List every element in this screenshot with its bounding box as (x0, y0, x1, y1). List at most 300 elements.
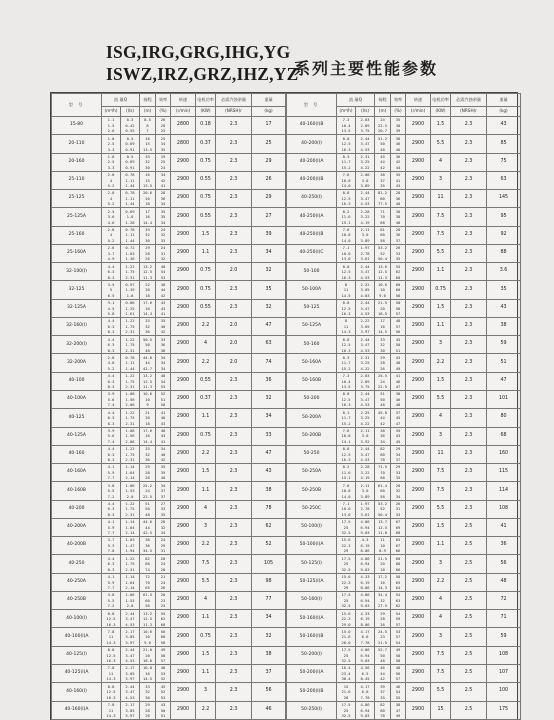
flow-m3h-cell-value: 15.6 (341, 574, 351, 580)
head-cell (375, 573, 391, 591)
spec-rows-left (52, 117, 286, 720)
flow-ls-cell-value: 2.17 (125, 702, 135, 707)
flow-m3h-cell (337, 372, 356, 390)
weight-cell: 32 (252, 628, 286, 646)
model-cell: 40-200B (52, 537, 102, 555)
spec-rows-right (287, 117, 521, 720)
head-cell-value: 70 (145, 579, 150, 585)
col-weight: 重量 (252, 94, 286, 107)
weight-cell: 36 (487, 537, 521, 555)
flow-ls-cell (356, 537, 375, 555)
flow-ls-cell-value: 2.44 (125, 610, 135, 616)
flow-m3h-cell-value: 22.3 (341, 542, 351, 548)
flow-ls-cell (356, 555, 375, 573)
flow-ls-cell-value: 6.94 (360, 524, 370, 530)
eff-cell (391, 610, 406, 628)
model-cell: 40-250A (52, 573, 102, 591)
flow-m3h-cell-value: 16.3 (341, 311, 351, 317)
table-row (52, 263, 286, 281)
flow-m3h-cell-value: 4 (109, 232, 113, 238)
eff-cell (156, 372, 171, 390)
flow-m3h-cell-value: 16.3 (341, 402, 351, 408)
table-row (287, 518, 521, 536)
power-cell: 3 (196, 518, 216, 536)
flow-ls-cell-value: 6.94 (360, 652, 370, 658)
weight-cell: 88 (487, 244, 521, 262)
flow-ls-cell-value: 0.78 (125, 190, 135, 196)
flow-m3h-cell (102, 226, 121, 244)
eff-cell-value: 60 (395, 555, 401, 561)
eff-cell-value: 53 (395, 628, 401, 634)
head-cell (140, 299, 156, 317)
flow-m3h-cell-value: 8.3 (107, 329, 115, 335)
power-cell: 1.5 (431, 518, 451, 536)
head-cell-value: 30 (145, 164, 150, 170)
head-cell-value: 60 (145, 597, 150, 603)
flow-ls-cell-value: 4.86 (360, 647, 370, 653)
flow-ls-cell-value: 2.31 (125, 566, 135, 572)
eff-cell-value: 35 (395, 117, 401, 123)
head-cell-value: 32 (380, 342, 385, 348)
speed-cell: 2900 (171, 555, 196, 573)
power-cell: 7.5 (431, 482, 451, 500)
npsh-cell: 2.0 (216, 336, 252, 354)
head-cell-value: 32 (145, 159, 150, 165)
flow-m3h-cell-value: 12.5 (341, 141, 351, 147)
weight-cell: 92 (487, 226, 521, 244)
speed-cell: 2900 (406, 683, 431, 701)
eff-cell (156, 208, 171, 226)
weight-cell: 108 (487, 646, 521, 664)
head-cell-value: 50.5 (142, 336, 153, 342)
speed-cell: 2900 (171, 244, 196, 262)
eff-cell-value: 35 (160, 208, 166, 214)
speed-cell: 2900 (171, 153, 196, 171)
weight-cell: 108 (487, 500, 521, 518)
flow-ls-cell-value: 2.89 (360, 122, 370, 128)
eff-cell-value: 47 (395, 707, 401, 713)
flow-m3h-cell (102, 208, 121, 226)
flow-ls-cell (356, 628, 375, 646)
eff-cell-value: 58 (160, 639, 166, 645)
head-cell-value: 22.5 (377, 122, 388, 128)
table-row (287, 555, 521, 573)
col-power-unit: (KW) (431, 107, 451, 117)
head-cell (140, 518, 156, 536)
flow-m3h-cell-value: 2.5 (107, 159, 115, 165)
flow-ls-cell-value: 6.19 (360, 616, 370, 622)
speed-cell: 2900 (171, 299, 196, 317)
flow-m3h-cell-value: 8.8 (107, 647, 115, 653)
flow-ls-cell-value: 1.11 (125, 177, 135, 183)
flow-ls-cell-value: 4.53 (360, 201, 370, 207)
flow-ls-cell (356, 244, 375, 262)
flow-m3h-cell (337, 591, 356, 609)
speed-cell: 2900 (406, 464, 431, 482)
head-cell-value: 8.9 (379, 548, 386, 554)
head-cell-value: 48 (380, 402, 385, 408)
weight-cell: 75 (487, 153, 521, 171)
power-cell: 2.2 (196, 354, 216, 372)
head-cell-value: 24 (145, 488, 150, 494)
eff-cell-value: 46 (395, 683, 401, 689)
flow-m3h-cell-value: 4.1 (107, 574, 115, 580)
eff-cell-value: 36 (160, 195, 166, 201)
npsh-cell: 2.3 (451, 226, 487, 244)
npsh-cell: 2.5 (451, 610, 487, 628)
flow-ls-cell-value: 3.47 (360, 195, 370, 201)
flow-m3h-cell-value: 23.4 (341, 670, 351, 676)
speed-cell: 2900 (171, 171, 196, 189)
head-cell-value: 14.5 (377, 329, 388, 335)
flow-m3h-cell-value: 5.2 (107, 237, 115, 243)
model-cell: 25-125A (52, 208, 102, 226)
power-cell: 3 (431, 628, 451, 646)
flow-ls-cell-value: 1.44 (125, 183, 135, 189)
table-row (52, 117, 286, 135)
eff-cell (391, 281, 406, 299)
col-npsh-unit: (NRSH)r (216, 107, 252, 117)
eff-cell-value: 19 (160, 153, 166, 159)
model-cell: 40-200 (52, 500, 102, 518)
flow-ls-cell-value: 7.78 (360, 694, 370, 700)
eff-cell (391, 664, 406, 682)
flow-m3h-cell-value: 14.5 (341, 292, 351, 298)
speed-cell: 2900 (406, 390, 431, 408)
speed-cell: 2900 (406, 354, 431, 372)
power-cell: 2.2 (196, 317, 216, 335)
table-row (52, 537, 286, 555)
head-cell-value: 10 (380, 287, 385, 293)
weight-cell: 32 (252, 263, 286, 281)
model-cell: 50-125(I)A (287, 573, 337, 591)
head-cell (140, 354, 156, 372)
flow-ls-cell (121, 445, 140, 463)
power-cell: 0.75 (196, 263, 216, 281)
flow-m3h-cell (102, 135, 121, 153)
flow-ls-cell-value: 4.53 (360, 146, 370, 152)
flow-m3h-cell-value: 13.0 (341, 511, 351, 517)
weight-cell: 77 (252, 591, 286, 609)
table-row (287, 390, 521, 408)
model-cell: 15-80 (52, 117, 102, 135)
flow-m3h-cell-value: 5.2 (107, 365, 115, 371)
eff-cell-value: 46 (395, 146, 401, 152)
flow-ls-cell-value: 1.03 (125, 537, 135, 543)
power-cell: 1.1 (431, 317, 451, 335)
eff-cell-value: 47 (395, 384, 401, 390)
flow-m3h-cell (102, 628, 121, 646)
npsh-cell: 2.3 (216, 372, 252, 390)
head-cell-value: 20 (145, 195, 150, 201)
eff-cell (156, 482, 171, 500)
head-cell-value: 15 (145, 177, 150, 183)
eff-cell-value: 48 (160, 263, 166, 269)
flow-m3h-cell (102, 664, 121, 682)
flow-ls-cell (356, 482, 375, 500)
flow-ls-cell-value: 3.47 (125, 616, 135, 622)
model-cell: 32-200(I) (52, 336, 102, 354)
flow-m3h-cell-value: 7.7 (107, 530, 115, 536)
eff-cell (391, 263, 406, 281)
model-cell: 50-250A (287, 464, 337, 482)
flow-ls-cell-value: 0.78 (125, 354, 135, 360)
power-cell: 0.37 (196, 390, 216, 408)
eff-cell-value: 34 (160, 530, 166, 536)
eff-cell (391, 354, 406, 372)
model-cell: 50-125 (287, 299, 337, 317)
weight-cell: 160 (487, 445, 521, 463)
eff-cell-value: 24 (160, 561, 166, 567)
power-cell: 4 (431, 153, 451, 171)
eff-cell-value: 62 (395, 603, 401, 609)
head-cell-value: 20 (145, 652, 150, 658)
flow-ls-cell (121, 372, 140, 390)
head-cell-value: 52.7 (377, 647, 388, 653)
table-row (287, 354, 521, 372)
flow-m3h-cell-value: 10.8 (341, 488, 351, 494)
eff-cell (391, 372, 406, 390)
table-row (287, 317, 521, 335)
head-cell-value: 77.5 (377, 201, 388, 207)
head-cell-value: 20.6 (142, 190, 153, 196)
model-cell: 50-160A (287, 354, 337, 372)
eff-cell (156, 683, 171, 701)
head-cell (140, 646, 156, 664)
flow-ls-cell-value: 9.03 (360, 713, 370, 718)
eff-cell-value: 42 (395, 159, 401, 165)
flow-m3h-cell-value: 32.5 (341, 530, 351, 536)
eff-cell-value: 35 (160, 511, 166, 517)
eff-cell-value: 32 (160, 524, 166, 530)
flow-ls-cell-value: 6.94 (360, 561, 370, 567)
flow-ls-cell-value: 2.03 (360, 117, 370, 123)
model-cell: 40-250(I)B (287, 226, 337, 244)
flow-ls-cell-value: 1.44 (125, 365, 135, 371)
flow-m3h-cell-value: 8.3 (107, 511, 115, 517)
flow-ls-cell-value: 2.78 (360, 250, 370, 256)
head-cell-value: 17.6 (142, 300, 153, 306)
eff-cell-value: 57 (395, 634, 401, 640)
flow-m3h-cell-value: 7.7 (107, 585, 115, 591)
eff-cell-value: 31 (160, 548, 166, 554)
flow-ls-cell-value: 6.0 (361, 689, 369, 695)
flow-m3h-cell-value: 7.6 (342, 226, 350, 232)
flow-m3h-cell-value: 8.8 (342, 135, 350, 141)
flow-m3h-cell-value: 5.9 (107, 469, 115, 475)
flow-m3h-cell-value: 8.3 (107, 566, 115, 572)
eff-cell (156, 646, 171, 664)
eff-cell-value: 62 (395, 269, 401, 274)
flow-ls-cell-value: 0.97 (125, 281, 135, 287)
table-row (287, 135, 521, 153)
eff-cell-value: 52 (160, 391, 166, 397)
flow-ls-cell-value: 3.75 (360, 128, 370, 134)
npsh-cell: 2.3 (216, 664, 252, 682)
eff-cell (391, 317, 406, 335)
eff-cell-value: 62 (160, 616, 166, 622)
eff-cell-value: 66 (395, 566, 401, 572)
flow-m3h-cell (337, 117, 356, 135)
eff-cell-value: 43 (160, 300, 166, 306)
flow-ls-cell (356, 190, 375, 208)
eff-cell-value: 60 (395, 281, 401, 287)
flow-ls-cell-value: 0.5 (126, 153, 134, 159)
flow-ls-cell-value: 1.75 (125, 323, 135, 329)
head-cell-value: 16 (380, 579, 385, 585)
flow-m3h-cell (337, 500, 356, 518)
flow-m3h-cell-value: 2.8 (107, 354, 115, 360)
flow-m3h-cell-value: 1.1 (107, 117, 115, 123)
power-cell: 2.2 (431, 354, 451, 372)
head-cell (375, 336, 391, 354)
spec-table-right (286, 93, 521, 720)
flow-ls-cell-value: 1.22 (125, 263, 135, 269)
table-row (52, 281, 286, 299)
table-row (287, 591, 521, 609)
table-row (287, 573, 521, 591)
eff-cell-value: 57 (160, 658, 166, 664)
series-line-2: ISWZ,IRZ,GRZ,IHZ,YZ (106, 64, 299, 84)
flow-ls-cell (121, 646, 140, 664)
eff-cell-value: 42 (160, 457, 166, 463)
flow-ls-cell-value: 4.22 (360, 365, 370, 371)
eff-cell (391, 208, 406, 226)
eff-cell-value: 26 (395, 245, 401, 251)
head-cell-value: 20.7 (377, 128, 388, 134)
flow-m3h-cell-value: 4 (109, 177, 113, 183)
flow-m3h-cell-value: 7.6 (342, 172, 350, 178)
flow-ls-cell (356, 117, 375, 135)
eff-cell-value: 38 (395, 391, 401, 397)
flow-m3h-cell-value: 6.5 (107, 292, 115, 298)
col-flow-ls-unit: (l/s) (356, 107, 375, 117)
flow-ls-cell (356, 518, 375, 536)
power-cell: 4 (431, 591, 451, 609)
table-row (287, 372, 521, 390)
flow-ls-cell-value: 4.53 (360, 457, 370, 463)
head-cell-value: 21 (145, 409, 150, 415)
flow-ls-cell-value: 0.91 (125, 164, 135, 170)
head-cell-value: 44 (380, 415, 385, 421)
eff-cell-value: 65 (395, 537, 401, 543)
flow-m3h-cell (337, 153, 356, 171)
flow-m3h-cell (102, 281, 121, 299)
head-cell-value: 61.5 (142, 592, 153, 598)
power-cell: 0.55 (196, 171, 216, 189)
flow-ls-cell-value: 2.14 (125, 475, 135, 481)
flow-m3h-cell-value: 28.0 (341, 639, 351, 645)
speed-cell: 2900 (406, 208, 431, 226)
eff-cell (156, 354, 171, 372)
flow-ls-cell (356, 354, 375, 372)
weight-cell: 35 (252, 281, 286, 299)
npsh-cell: 2.3 (216, 190, 252, 208)
flow-m3h-cell (337, 244, 356, 262)
model-cell: 50-200(I)A (287, 664, 337, 682)
flow-m3h-cell-value: 10.8 (341, 232, 351, 238)
model-cell: 20-160 (52, 153, 102, 171)
flow-m3h-cell-value: 16.3 (106, 621, 116, 627)
eff-cell-value: 48 (395, 360, 401, 366)
speed-cell: 2900 (406, 646, 431, 664)
npsh-cell: 2.3 (216, 591, 252, 609)
eff-cell (391, 135, 406, 153)
eff-cell (391, 244, 406, 262)
flow-m3h-cell-value: 32.5 (341, 566, 351, 572)
weight-cell: 3.6 (487, 263, 521, 281)
head-cell-value: 24.5 (377, 628, 388, 634)
flow-ls-cell-value: 1.22 (125, 500, 135, 506)
flow-m3h-cell-value: 4 (109, 195, 113, 201)
weight-cell: 78 (252, 500, 286, 518)
model-cell: 40-125(I) (52, 646, 102, 664)
flow-m3h-cell-value: 14.3 (106, 639, 116, 645)
table-row (287, 409, 521, 427)
flow-ls-cell-value: 2.0 (126, 603, 134, 609)
eff-cell (156, 226, 171, 244)
model-cell: 32-160(I) (52, 317, 102, 335)
flow-m3h-cell-value: 7.8 (107, 628, 115, 634)
col-weight-unit: (kg) (252, 107, 286, 117)
flow-m3h-cell-value: 2.8 (107, 190, 115, 196)
col-head-unit: (m) (140, 107, 156, 117)
flow-m3h-cell-value: 7.4 (107, 438, 115, 444)
eff-cell-value: 57 (395, 676, 401, 682)
eff-cell (391, 190, 406, 208)
eff-cell-value: 54 (395, 610, 401, 616)
flow-m3h-cell-value: 5.8 (107, 311, 115, 317)
flow-ls-cell (121, 281, 140, 299)
eff-cell (156, 573, 171, 591)
flow-ls-cell (356, 500, 375, 518)
eff-cell (156, 701, 171, 720)
flow-ls-cell-value: 1.75 (125, 506, 135, 512)
head-cell (140, 482, 156, 500)
flow-ls-cell (121, 500, 140, 518)
head-cell (375, 445, 391, 463)
flow-ls-cell-value: 4.53 (125, 658, 135, 664)
flow-ls-cell-value: 2.31 (360, 354, 370, 360)
npsh-cell: 2.3 (451, 354, 487, 372)
flow-ls-cell-value: 3.05 (360, 323, 370, 329)
flow-m3h-cell (337, 646, 356, 664)
eff-cell (156, 427, 171, 445)
eff-cell (391, 445, 406, 463)
npsh-cell: 2.5 (451, 628, 487, 646)
flow-ls-cell-value: 2.31 (125, 420, 135, 426)
flow-m3h-cell-value: 4.0 (107, 360, 115, 366)
speed-cell: 2900 (406, 190, 431, 208)
table-row (287, 171, 521, 189)
head-cell-value: 50 (380, 396, 385, 402)
flow-m3h-cell-value: 14.3 (106, 713, 116, 718)
table-row (52, 135, 286, 153)
eff-cell-value: 46 (160, 665, 166, 671)
head-cell (140, 208, 156, 226)
table-row (52, 372, 286, 390)
flow-m3h-cell-value: 5.9 (107, 579, 115, 585)
flow-ls-cell-value: 3.22 (360, 214, 370, 220)
npsh-cell: 2.3 (216, 244, 252, 262)
eff-cell-value: 34 (160, 360, 166, 366)
flow-ls-cell (356, 445, 375, 463)
flow-m3h-cell-value: 12.5 (106, 616, 116, 622)
eff-cell (391, 171, 406, 189)
flow-ls-cell (121, 537, 140, 555)
flow-ls-cell-value: 0.78 (125, 226, 135, 232)
flow-ls-cell (121, 464, 140, 482)
